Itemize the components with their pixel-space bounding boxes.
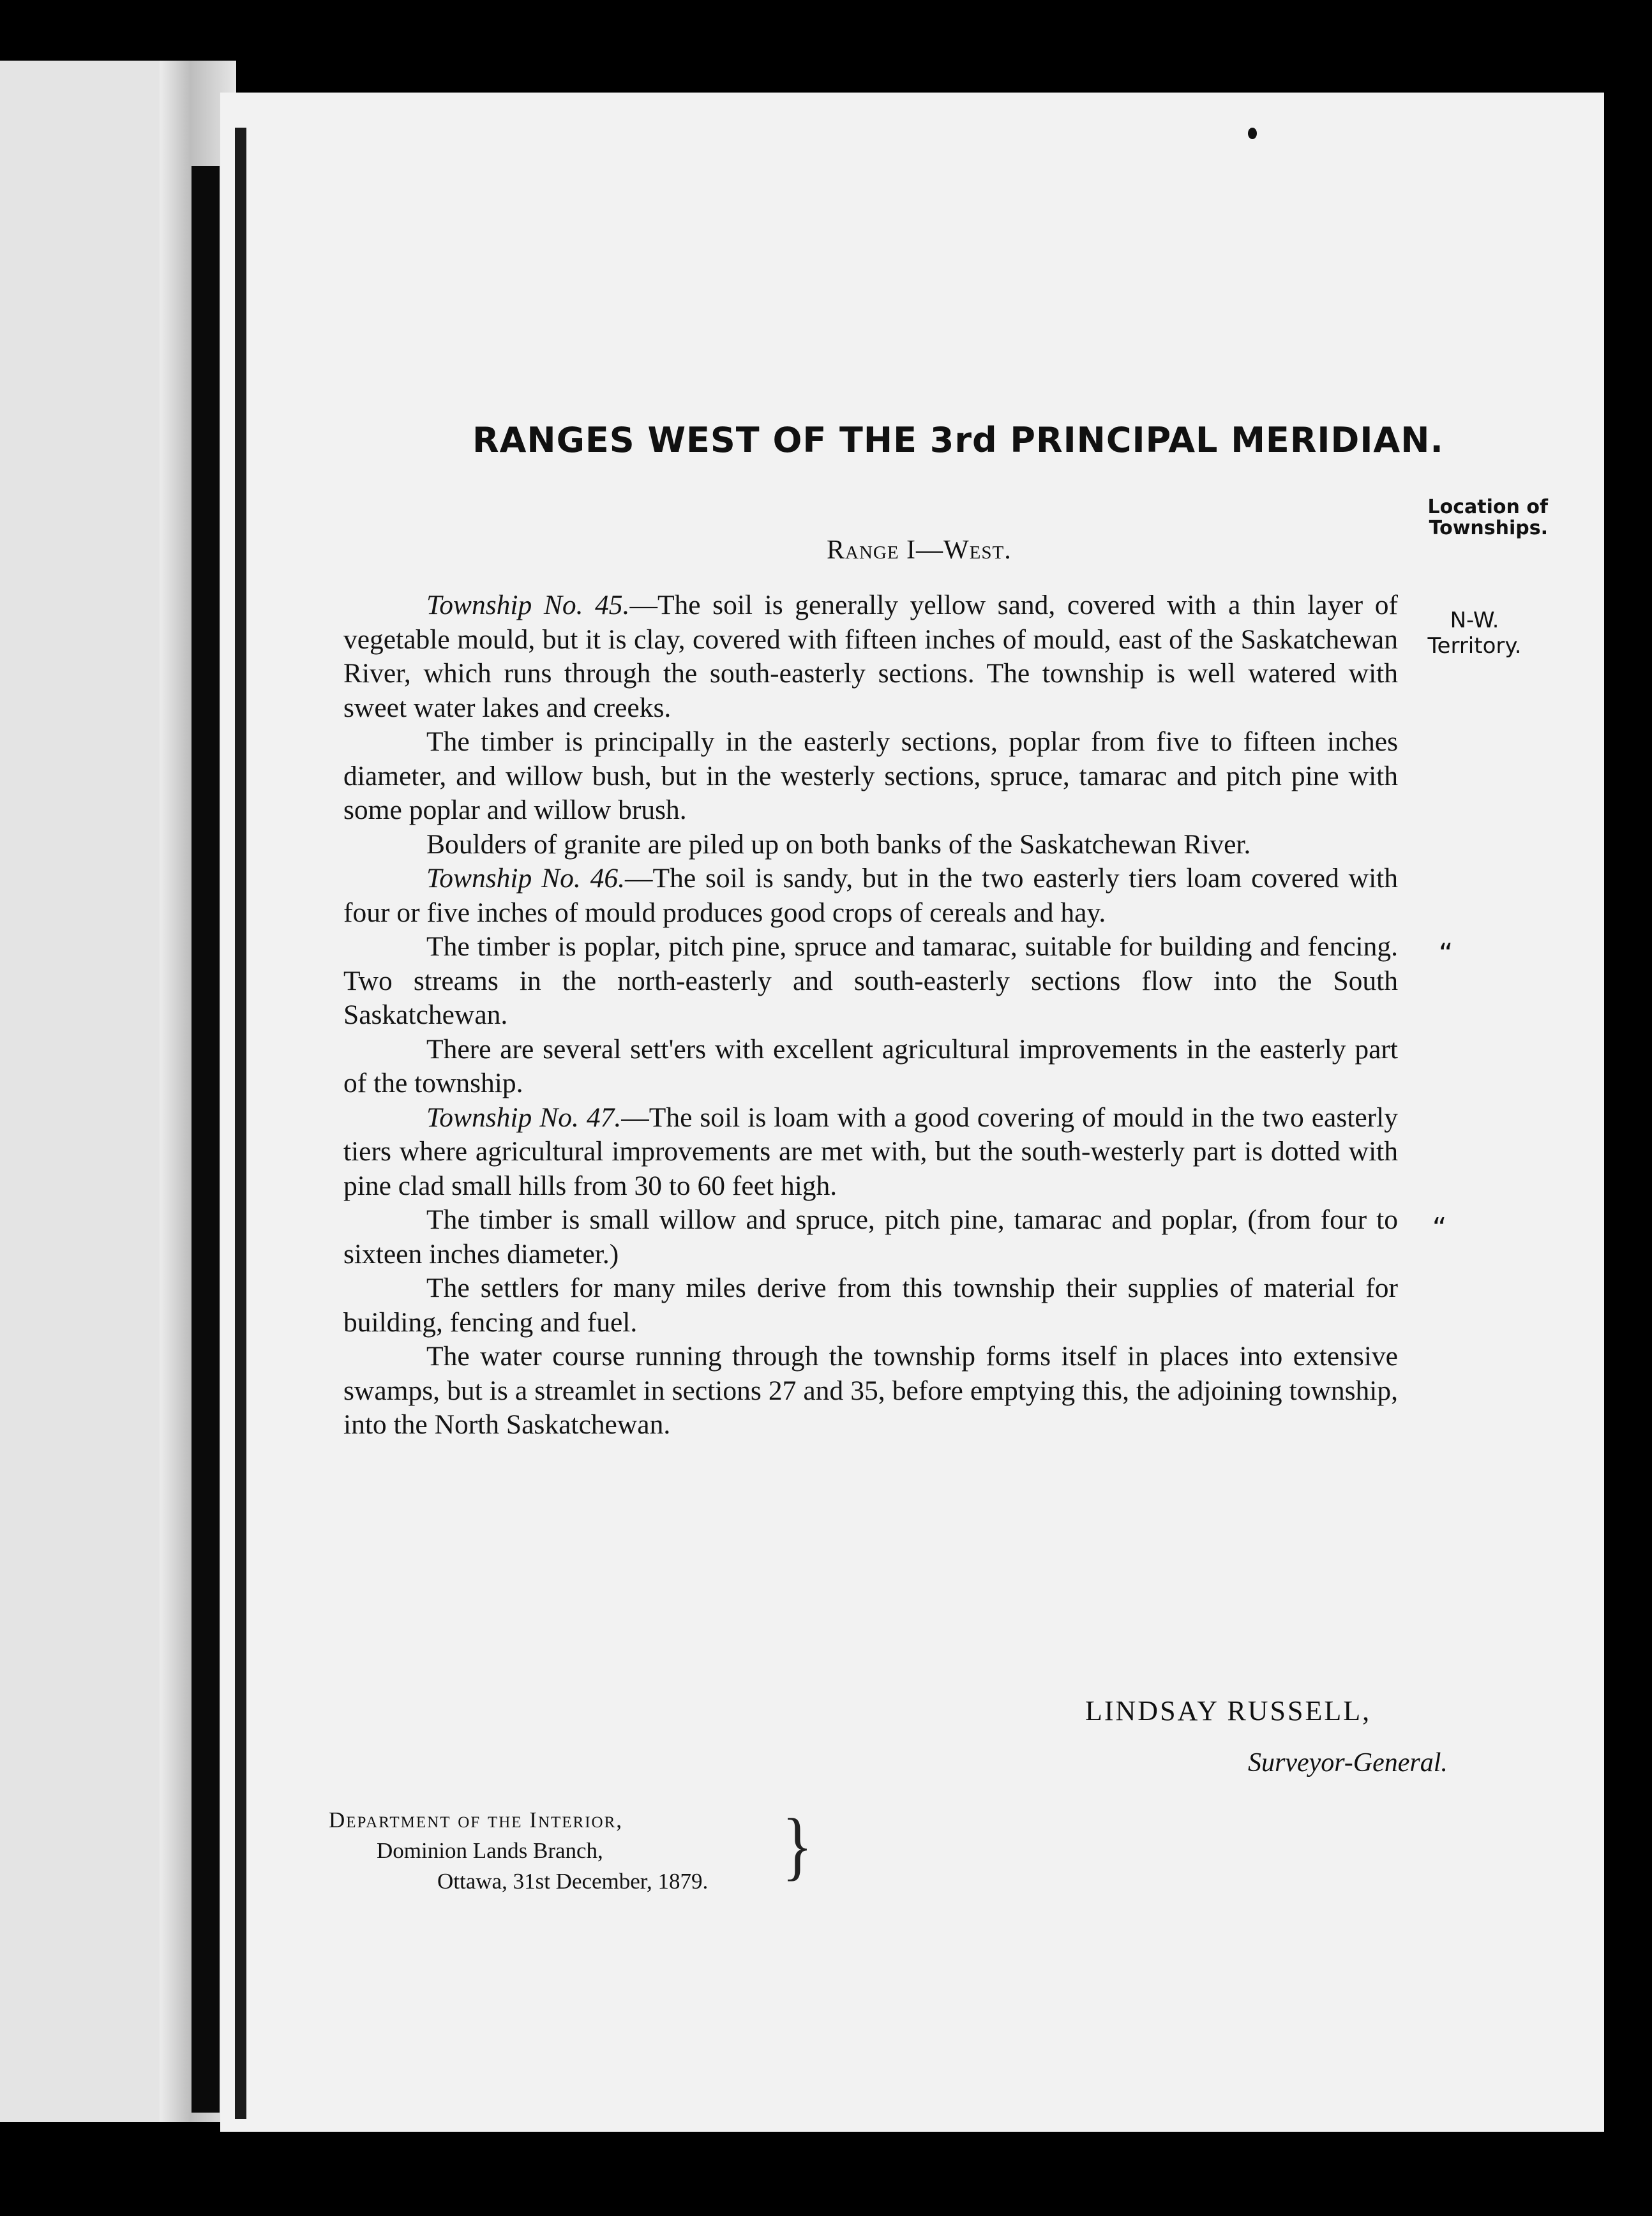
- paragraph: [343, 1101, 1398, 1204]
- paragraph: [343, 828, 1398, 862]
- paragraph-text: The water course running through the township forms itself in places into extensive swamps, but is a streamlet in sections 27 and 35, before emptying this, the adjoining township, into the North Saskatchewan.: [343, 1341, 1398, 1440]
- paragraph: [343, 1271, 1398, 1340]
- paragraph: [343, 588, 1398, 725]
- paragraph-text: The timber is small willow and spruce, pitch pine, tamarac and poplar, (from four to sixteen inches diameter.): [343, 1204, 1398, 1269]
- brace-icon: }: [782, 1802, 813, 1888]
- township-lead: Township No. 47.: [426, 1102, 622, 1133]
- side-note-territory: N-W. Territory.: [1427, 608, 1522, 659]
- paragraph-text: The timber is principally in the easterly sections, poplar from five to fifteen inches diameter, and willow bush, but in the westerly sections, spruce, tamarac and pitch pine with some poplar and willow brush.: [343, 726, 1398, 825]
- signature-title: Surveyor-General.: [1248, 1748, 1448, 1778]
- department-line: Ottawa, 31st December, 1879.: [437, 1869, 709, 1894]
- township-lead: Township No. 46.: [426, 863, 625, 894]
- ink-speck: [1248, 128, 1257, 139]
- paragraph-text: The settlers for many miles derive from this township their supplies of material for building, fencing and fuel.: [343, 1273, 1398, 1338]
- paragraph-text: There are several sett'ers with excellent agricultural improvements in the easterly part of the township.: [343, 1033, 1398, 1098]
- range-heading: Range I—West.: [827, 535, 1012, 565]
- paragraph-text: —The soil is generally yellow sand, covered with a thin layer of vegetable mould, but it is clay, covered with fifteen inches of mould, east of the Saskatchewan River, which runs through the south-easterly sections. The township is well watered with sweet water lakes and creeks.: [343, 590, 1398, 723]
- paragraph-text: —The soil is loam with a good covering of mould in the two easterly tiers where agricultural improvements are met with, but the south-westerly part is dotted with pine clad small hills from 30 to 60 feet high.: [343, 1102, 1398, 1201]
- paragraph: [343, 1033, 1398, 1101]
- book-binding-shadow: [235, 128, 246, 2119]
- book-binding: [191, 166, 220, 2113]
- page-title: RANGES WEST OF THE 3rd PRINCIPAL MERIDIAN.: [472, 420, 1444, 460]
- side-note-ditto: “: [1432, 1212, 1447, 1245]
- paragraph: [343, 725, 1398, 828]
- department-line: Department of the Interior,: [329, 1808, 624, 1832]
- side-note-ditto: “: [1438, 938, 1453, 970]
- signature-name: LINDSAY RUSSELL,: [1085, 1695, 1372, 1726]
- paragraph: [343, 1340, 1398, 1442]
- paragraph-text: The timber is poplar, pitch pine, spruce and tamarac, suitable for building and fencing. Two streams in the north-easterly and south-easterly sections flow into the South Saskatchewan.: [343, 931, 1398, 1030]
- body-text: [343, 588, 1398, 1442]
- paragraph-text: —The soil is sandy, but in the two easterly tiers loam covered with four or five inches of mould produces good crops of cereals and hay.: [343, 863, 1398, 928]
- paragraph: [343, 862, 1398, 930]
- department-block: [329, 1805, 708, 1897]
- margin-heading: Location of Townships.: [1427, 496, 1548, 539]
- paragraph-text: Boulders of granite are piled up on both banks of the Saskatchewan River.: [426, 828, 1251, 860]
- department-line: Dominion Lands Branch,: [377, 1838, 603, 1863]
- township-lead: Township No. 45.: [426, 590, 630, 620]
- paragraph: [343, 930, 1398, 1033]
- paragraph: [343, 1203, 1398, 1271]
